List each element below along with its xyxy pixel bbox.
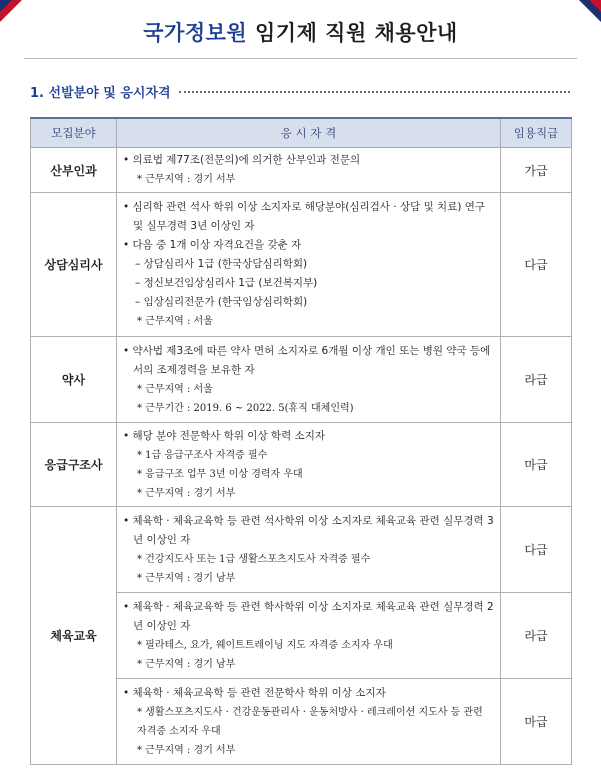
grade-cell: 다급	[501, 507, 572, 593]
table-row	[31, 337, 572, 423]
requirement-note: * 건강지도사 또는 1급 생활스포츠지도사 자격증 필수	[137, 553, 371, 565]
section-leader-line	[179, 91, 570, 93]
requirement-bullet: • 심리학 관련 석사 학위 이상 소지자로 해당분야(심리검사 · 상담 및 치료) 연구 및 실무경력 3년 이상인 자	[123, 201, 486, 232]
requirement-note: * 근무지역 : 경기 남부	[137, 572, 236, 584]
requirement-note: * 응급구조 업무 3년 이상 경력자 우대	[137, 468, 303, 480]
field-cell: 산부인과	[31, 148, 117, 193]
header-grade: 임용직급	[501, 118, 572, 148]
grade-cell: 마급	[501, 423, 572, 507]
field-cell: 상담심리사	[31, 193, 117, 337]
field-cell: 약사	[31, 337, 117, 423]
header-field: 모집분야	[31, 118, 117, 148]
field-cell: 체육교육	[31, 507, 117, 765]
requirement-note: * 근무지역 : 서울	[137, 383, 213, 395]
requirement-note: * 근무지역 : 경기 서부	[137, 174, 236, 185]
requirement-sub-item: – 정신보건임상심리사 1급 (보건복지부)	[135, 277, 318, 289]
requirement-bullet: • 해당 분야 전문학사 학위 이상 학력 소지자	[123, 429, 325, 442]
corner-decoration-left-inner	[0, 0, 12, 12]
header-requirements: 응 시 자 격	[117, 118, 501, 148]
title-rest: 임기제 직원 채용안내	[255, 21, 458, 45]
requirements-cell	[117, 423, 501, 507]
table-header-row	[31, 118, 572, 148]
section-heading-text: 1. 선발분야 및 응시자격	[30, 86, 171, 101]
grade-cell: 라급	[501, 337, 572, 423]
requirement-bullet: • 체육학 · 체육교육학 등 관련 석사학위 이상 소지자로 체육교육 관련 실무경력 3년 이상인 자	[123, 514, 494, 546]
requirement-bullet: • 체육학 · 체육교육학 등 관련 학사학위 이상 소지자로 체육교육 관련 실무경력 2년 이상인 자	[123, 600, 494, 632]
requirement-note: * 근무지역 : 경기 서부	[137, 487, 236, 499]
corner-decoration-right-inner	[589, 0, 601, 12]
title-org: 국가정보원	[143, 21, 248, 45]
requirements-cell	[117, 193, 501, 337]
table-row	[31, 507, 572, 593]
requirement-note: * 근무기간 : 2019. 6 ~ 2022. 5(휴직 대체인력)	[137, 402, 354, 414]
section-heading	[30, 82, 570, 101]
grade-cell: 라급	[501, 593, 572, 679]
requirement-note: * 근무지역 : 경기 남부	[137, 658, 236, 670]
recruitment-table	[30, 117, 572, 765]
requirements-cell	[117, 148, 501, 193]
requirements-cell	[117, 679, 501, 765]
requirement-note: * 필라테스, 요가, 웨이트트레이닝 지도 자격증 소지자 우대	[137, 639, 393, 651]
page-title	[0, 17, 601, 47]
grade-cell: 가급	[501, 148, 572, 193]
grade-cell: 마급	[501, 679, 572, 765]
requirement-bullet: • 다음 중 1개 이상 자격요건을 갖춘 자	[123, 239, 302, 251]
requirement-note: * 1급 응급구조사 자격증 필수	[137, 449, 268, 461]
requirements-cell	[117, 507, 501, 593]
requirement-note: * 생활스포츠지도사 · 건강운동관리사 · 운동처방사 · 레크레이션 지도사 등 관련 자격증 소지자 우대	[137, 706, 483, 737]
field-cell: 응급구조사	[31, 423, 117, 507]
requirement-note: * 근무지역 : 경기 서부	[137, 744, 236, 756]
requirement-bullet: • 약사법 제3조에 따른 약사 면허 소지자로 6개월 이상 개인 또는 병원 약국 등에서의 조제경력을 보유한 자	[123, 344, 491, 376]
table-row	[31, 423, 572, 507]
requirement-bullet: • 체육학 · 체육교육학 등 관련 전문학사 학위 이상 소지자	[123, 686, 386, 699]
requirement-bullet: • 의료법 제77조(전문의)에 의거한 산부인과 전문의	[123, 154, 361, 166]
requirement-sub-item: – 상담심리사 1급 (한국상담심리학회)	[135, 258, 308, 270]
table-row	[31, 148, 572, 193]
requirement-note: * 근무지역 : 서울	[137, 316, 213, 327]
requirement-sub-item: – 임상심리전문가 (한국임상심리학회)	[135, 296, 308, 308]
title-divider	[24, 58, 577, 59]
requirements-cell	[117, 593, 501, 679]
table-row	[31, 193, 572, 337]
grade-cell: 다급	[501, 193, 572, 337]
requirements-cell	[117, 337, 501, 423]
